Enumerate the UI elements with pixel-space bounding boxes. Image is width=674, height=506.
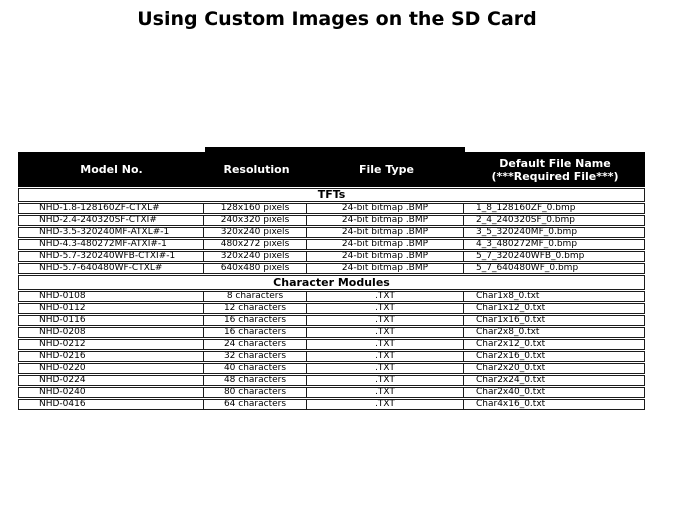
file-type-cell: .TXT (307, 292, 464, 301)
sd-card-file-table (18, 152, 645, 411)
header-raised-strip (205, 147, 465, 152)
file-type-cell: .TXT (307, 400, 464, 409)
file-type-cell: 24-bit bitmap .BMP (307, 228, 464, 237)
resolution-cell: 80 characters (204, 388, 307, 397)
model-cell: NHD-0208 (19, 328, 204, 337)
file-name-cell: 3_5_320240MF_0.bmp (476, 228, 578, 237)
file-type-cell: 24-bit bitmap .BMP (307, 264, 464, 273)
file-name-cell: 4_3_480272MF_0.bmp (476, 240, 578, 249)
table-row (18, 239, 645, 250)
table-row (18, 227, 645, 238)
file-type-cell: .TXT (307, 304, 464, 313)
file-type-cell: 24-bit bitmap .BMP (307, 216, 464, 225)
file-name-cell: 2_4_240320SF_0.bmp (476, 216, 575, 225)
table-body (18, 188, 645, 410)
model-cell: NHD-0224 (19, 376, 204, 385)
file-name-cell: Char1x12_0.txt (476, 304, 546, 313)
file-type-cell: .TXT (307, 388, 464, 397)
model-cell: NHD-5.7-320240WFB-CTXI#-1 (19, 252, 204, 261)
file-type-cell: .TXT (307, 316, 464, 325)
table-row (18, 387, 645, 398)
table-row (18, 203, 645, 214)
model-cell: NHD-0112 (19, 304, 204, 313)
file-name-cell: Char2x40_0.txt (476, 388, 546, 397)
model-cell: NHD-4.3-480272MF-ATXI#-1 (19, 240, 204, 249)
table-row (18, 251, 645, 262)
resolution-cell: 40 characters (204, 364, 307, 373)
table-row (18, 339, 645, 350)
file-name-cell: 1_8_128160ZF_0.bmp (476, 204, 576, 213)
column-header-file-type: File Type (358, 163, 415, 176)
file-type-cell: .TXT (307, 340, 464, 349)
resolution-cell: 640x480 pixels (204, 264, 307, 273)
table-row (18, 351, 645, 362)
table-row (18, 327, 645, 338)
section-header: Character Modules (18, 275, 645, 290)
column-header-default-file-name (465, 157, 645, 183)
resolution-cell: 320x240 pixels (204, 252, 307, 261)
model-cell: NHD-0216 (19, 352, 204, 361)
model-cell: NHD-5.7-640480WF-CTXL# (19, 264, 204, 273)
resolution-cell: 240x320 pixels (204, 216, 307, 225)
page-title: Using Custom Images on the SD Card (137, 8, 537, 30)
resolution-cell: 12 characters (204, 304, 307, 313)
file-name-cell: 5_7_640480WF_0.bmp (476, 264, 579, 273)
table-row (18, 375, 645, 386)
file-name-cell: 5_7_320240WFB_0.bmp (476, 252, 585, 261)
resolution-cell: 32 characters (204, 352, 307, 361)
column-header-resolution: Resolution (223, 163, 290, 176)
resolution-cell: 320x240 pixels (204, 228, 307, 237)
resolution-cell: 480x272 pixels (204, 240, 307, 249)
section-header: TFTs (18, 188, 645, 202)
table-row (18, 399, 645, 410)
resolution-cell: 16 characters (204, 328, 307, 337)
file-type-cell: 24-bit bitmap .BMP (307, 252, 464, 261)
resolution-cell: 8 characters (204, 292, 307, 301)
resolution-cell: 24 characters (204, 340, 307, 349)
resolution-cell: 128x160 pixels (204, 204, 307, 213)
model-cell: NHD-1.8-128160ZF-CTXL# (19, 204, 204, 213)
resolution-cell: 16 characters (204, 316, 307, 325)
resolution-cell: 48 characters (204, 376, 307, 385)
model-cell: NHD-0212 (19, 340, 204, 349)
table-row (18, 263, 645, 274)
file-name-cell: Char2x16_0.txt (476, 352, 546, 361)
column-header-model-no: Model No. (80, 163, 143, 176)
table-row (18, 315, 645, 326)
file-name-cell: Char1x8_0.txt (476, 292, 540, 301)
table-row (18, 303, 645, 314)
column-header-default-file-name-line1: Default File Name (499, 156, 611, 170)
file-type-cell: 24-bit bitmap .BMP (307, 240, 464, 249)
file-type-cell: 24-bit bitmap .BMP (307, 204, 464, 213)
model-cell: NHD-0108 (19, 292, 204, 301)
model-cell: NHD-0116 (19, 316, 204, 325)
file-type-cell: .TXT (307, 328, 464, 337)
file-type-cell: .TXT (307, 352, 464, 361)
model-cell: NHD-0240 (19, 388, 204, 397)
table-header-row (18, 152, 645, 187)
file-name-cell: Char4x16_0.txt (476, 400, 546, 409)
resolution-cell: 64 characters (204, 400, 307, 409)
model-cell: NHD-3.5-320240MF-ATXL#-1 (19, 228, 204, 237)
file-name-cell: Char2x20_0.txt (476, 364, 546, 373)
table-row (18, 215, 645, 226)
file-type-cell: .TXT (307, 376, 464, 385)
column-header-required-file-line2: (***Required File***) (491, 169, 619, 183)
file-name-cell: Char2x8_0.txt (476, 328, 540, 337)
model-cell: NHD-2.4-240320SF-CTXI# (19, 216, 204, 225)
table-row (18, 291, 645, 302)
model-cell: NHD-0416 (19, 400, 204, 409)
file-name-cell: Char1x16_0.txt (476, 316, 546, 325)
file-name-cell: Char2x12_0.txt (476, 340, 546, 349)
model-cell: NHD-0220 (19, 364, 204, 373)
file-name-cell: Char2x24_0.txt (476, 376, 546, 385)
file-type-cell: .TXT (307, 364, 464, 373)
table-row (18, 363, 645, 374)
